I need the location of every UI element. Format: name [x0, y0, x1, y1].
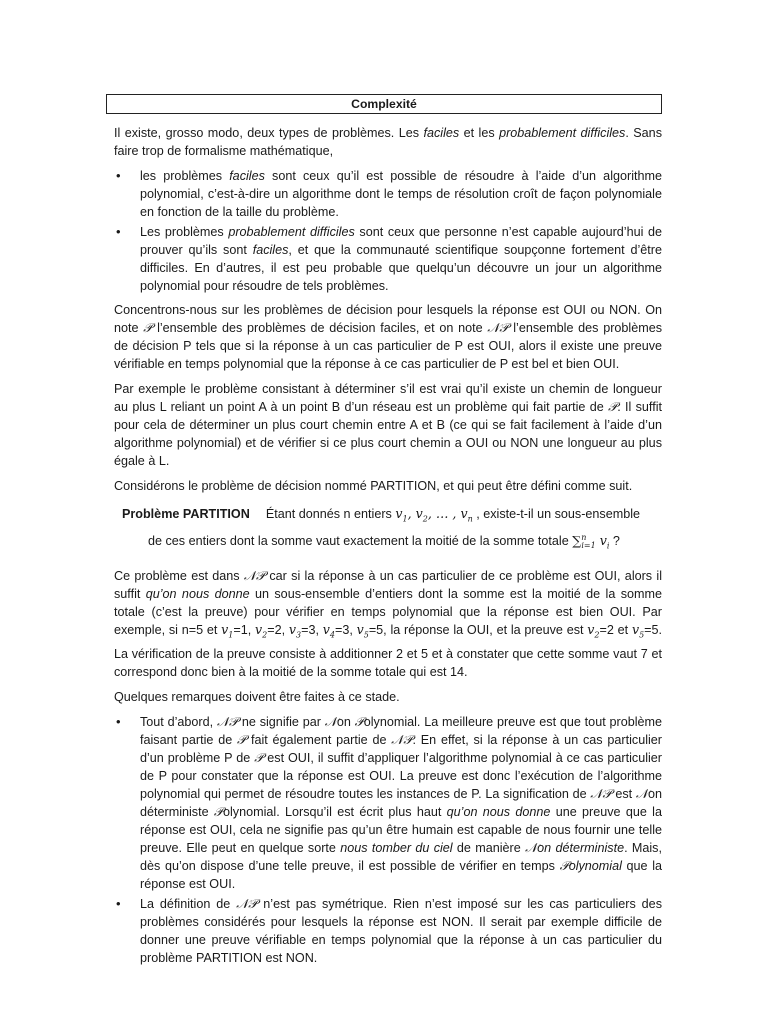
list-item — [114, 167, 662, 221]
text: l’ensemble des problèmes de décision P tels que si la réponse à un cas particulier de P est OUI, alors il existe une preuve vérifiable en temps polynomial que la réponse à ce cas particulier de P est bel et bien OUI. — [114, 321, 663, 371]
np-definition-paragraph — [114, 301, 662, 373]
var-v5: $v_5$ — [631, 622, 645, 640]
text: car si la réponse à un cas particulier de ce problème est OUI, alors il suffit — [114, 569, 662, 602]
class-np-symbol: 𝒩𝒫 — [243, 568, 266, 584]
text: sont ceux que personne n’est capable aujourd’hui de prouver qu’ils sont — [140, 225, 663, 257]
partition-intro-paragraph: Considérons le problème de décision nommé PARTITION, et qui peut être défini comme suit. — [114, 479, 633, 493]
text: Par exemple le problème consistant à déterminer s’il est vrai qu’il existe un chemin de longueur au plus L reliant un point A à un point B d’un réseau est un problème qui fait partie de — [114, 382, 662, 414]
class-p-symbol: 𝒫 — [608, 399, 618, 414]
emphasis: faciles — [252, 243, 289, 257]
text: . Il suffit pour cela de déterminer un plus court chemin entre A et B (ce qui se fait facilement à l’aide d’un algorithme polynomial) et de vérifier si ce plus court chemin a OUI ou NON une longueur au plus égale à L. — [114, 400, 662, 468]
text: Les problèmes — [140, 225, 229, 239]
text: =2 et — [599, 623, 632, 638]
math-expression: $v_1$, $v_2$, … , $v_n$ — [395, 506, 473, 524]
var-v3: $v_3$ — [288, 622, 302, 640]
text: un sous-ensemble d’entiers dont la somme est la moitié de la somme totale (c’est la preuve) pour vérifier en temps polynomial que la réponse est bien OUI. Par exemple, si n=5 et — [114, 587, 662, 638]
class-p-symbol: 𝒫 — [143, 320, 153, 335]
var-v1: $v_1$ — [221, 622, 234, 640]
bullet-list-1 — [114, 167, 662, 295]
emphasis: probablement difficiles — [228, 225, 355, 239]
np-membership-paragraph — [114, 567, 662, 681]
text: Concentrons-nous sur les problèmes de décision pour lesquels la réponse est OUI ou NON. On note — [114, 303, 662, 335]
var-v5: $v_5$ — [356, 622, 369, 640]
text: =5, la réponse la OUI, et la preuve est — [368, 623, 588, 638]
text: les problèmes — [140, 169, 230, 183]
var-v2: $v_2$ — [587, 622, 600, 640]
emphasis: probablement difficiles — [499, 126, 626, 140]
text: =5. La vérification de la preuve consiste à additionner 2 et 5 et à constater que cette somme vaut 7 et correspond donc bien à la moitié de la somme totale qui est 14. — [114, 623, 663, 679]
list-item: • La définition de 𝒩𝒫 n’est pas symétrique. Rien n’est imposé sur les cas particuliers des problèmes considérés pour lesquels la réponse est NON. Il serait par exemple difficile de donner une preuve vérifiable en temps polynomial que la réponse à un cas particulier du problème PARTITION est NON. — [114, 895, 662, 967]
emphasis: qu’on nous donne — [145, 587, 250, 602]
problem-line-2 — [122, 529, 662, 556]
section-title: Complexité — [106, 94, 662, 114]
text: , et que la communauté scientifique soupçonne fortement d’être difficiles. En d’autres, il est peu probable que quelqu’un découvre un jour un algorithme polynomial pour résoudre de tels problèmes. — [140, 243, 663, 293]
problem-line-1 — [122, 505, 662, 529]
text: ? — [609, 533, 620, 548]
text: =3, — [334, 623, 357, 638]
var-v4: $v_4$ — [322, 622, 335, 640]
document-body — [114, 94, 662, 973]
emphasis: faciles — [229, 169, 265, 183]
text: de ces entiers dont la somme vaut exactement la moitié de la somme totale — [148, 533, 573, 548]
text: Ce problème est dans — [114, 569, 244, 584]
list-item: • Tout d’abord, 𝒩𝒫 ne signifie par 𝒩on 𝒫olynomial. La meilleure preuve est que tout problème faisant partie de 𝒫 fait également partie de 𝒩𝒫. En effet, si la réponse à un cas particulier d’un problème P de 𝒫 est OUI, il suffit d’appliquer l’algorithme polynomial à ce cas particulier de P pour constater que la réponse est OUI. La preuve est donc l’exécution de l’algorithme polynomial qui permet de résoudre toutes les instances de P. La signification de 𝒩𝒫 est 𝒩on déterministe 𝒫olynomial. Lorsqu’il est écrit plus haut qu’on nous donne une preuve que la réponse est OUI, cela ne signifie pas qu’un être humain est capable de nous fournir une telle preuve. Elle peut en quelque sorte nous tomber du ciel de manière 𝒩on déterministe. Mais, dès qu’on dispose d’une telle preuve, il est possible de vérifier en temps 𝒫olynomial que la réponse est OUI. — [114, 713, 662, 893]
text: Il existe, grosso modo, deux types de problèmes. Les — [114, 126, 424, 140]
text: . Sans faire trop de formalisme mathématique, — [114, 126, 662, 158]
text: =3, — [301, 623, 323, 638]
text: =2, — [267, 623, 289, 638]
sum-expression: ∑$^n_{i=1}$ $v_i$ — [572, 532, 610, 551]
text: Étant donnés n entiers — [265, 507, 396, 521]
var-v2: $v_2$ — [255, 622, 268, 640]
text: l’ensemble des problèmes de décision faciles, et on note — [152, 321, 488, 335]
example-paragraph — [114, 380, 662, 470]
remarks-intro-paragraph: Quelques remarques doivent être faites à ce stade. — [114, 689, 400, 704]
intro-paragraph — [114, 124, 662, 160]
text: sont ceux qu’il est possible de résoudre à l’aide d’un algorithme polynomial, c’est-à-dire un algorithme dont le temps de résolution croît de façon polynomiale en fonction de la taille du problème. — [140, 169, 662, 219]
text: et les — [459, 126, 500, 140]
text: , existe-t-il un sous-ensemble — [472, 507, 641, 521]
problem-statement — [114, 505, 662, 555]
text: =1, — [233, 623, 256, 638]
list-item — [114, 223, 662, 295]
emphasis: faciles — [423, 126, 460, 140]
class-np-symbol: 𝒩𝒫 — [487, 320, 509, 335]
problem-name: Problème PARTITION — [122, 507, 250, 521]
bullet-list-2 — [114, 713, 662, 967]
